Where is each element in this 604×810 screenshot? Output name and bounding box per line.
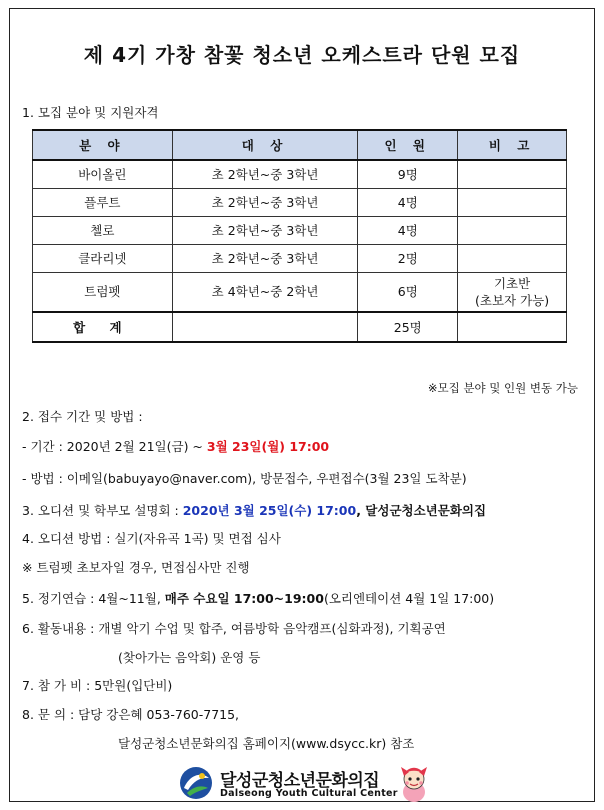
section-2-heading: 2. 접수 기간 및 방법 : [22,409,143,424]
poster-frame [9,8,595,802]
cell-count: 4명 [358,216,458,244]
cell-note [458,160,567,188]
cell-note [458,244,567,272]
logo-name-en: Dalseong Youth Cultural Center [220,788,398,799]
method-line: - 방법 : 이메일(babuyayo@naver.com), 방문접수, 우편접수(3월 23일 도착분) [22,471,467,486]
section-6-line-2: (찾아가는 음악회) 운영 등 [118,650,261,665]
period-prefix: - 기간 : 2020년 2월 21일(금) ~ [22,439,207,454]
table-row [33,160,567,188]
section-5-prefix: 5. 정기연습 : 4월~11월, [22,591,165,606]
cell-count: 9명 [358,160,458,188]
cell-field: 플루트 [33,188,173,216]
cell-note [458,216,567,244]
section-5-bold: 매주 수요일 17:00~19:00 [164,591,324,606]
table-footnote: ※모집 분야 및 인원 변동 가능 [427,381,578,395]
section-4-note: ※ 트럼펫 초보자일 경우, 면접심사만 진행 [22,560,250,575]
section-6-line-1: 6. 활동내용 : 개별 악기 수업 및 합주, 여름방학 음악캠프(심화과정), 기획공연 [22,621,446,636]
cell-target: 초 2학년~중 3학년 [172,188,358,216]
cell-target: 초 2학년~중 3학년 [172,216,358,244]
section-3-date: 2020년 3월 25일(수) 17:00 [182,503,357,518]
header-target: 대 상 [172,130,358,160]
cell-target: 초 4학년~중 2학년 [172,272,358,312]
table-row [33,216,567,244]
section-7-line: 7. 참 가 비 : 5만원(입단비) [22,678,173,693]
section-4-line: 4. 오디션 방법 : 실기(자유곡 1곡) 및 면접 심사 [22,531,281,546]
section-3-prefix: 3. 오디션 및 학부모 설명회 : [22,503,183,518]
section-5-suffix: (오리엔테이션 4월 1일 17:00) [323,591,495,606]
cell-count: 6명 [358,272,458,312]
cell-count: 2명 [358,244,458,272]
cell-target: 초 2학년~중 3학년 [172,244,358,272]
cell-field: 바이올린 [33,160,173,188]
section-3-line [22,501,486,519]
total-label: 합 계 [33,312,173,342]
period-line [22,437,329,455]
cell-count: 4명 [358,188,458,216]
table-total-row [33,312,567,342]
total-target [172,312,358,342]
header-note: 비 고 [458,130,567,160]
recruit-table [32,129,567,343]
table-row [33,188,567,216]
cell-target: 초 2학년~중 3학년 [172,160,358,188]
section-8-line-1: 8. 문 의 : 담당 강은혜 053-760-7715, [22,707,240,722]
section-1-heading: 1. 모집 분야 및 지원자격 [22,105,159,120]
table-header-row [33,130,567,160]
header-field: 분 야 [33,130,173,160]
note-line-1: 기초반 [493,275,531,291]
total-count: 25명 [358,312,458,342]
section-8-line-2: 달성군청소년문화의집 홈페이지(www.dsycc.kr) 참조 [118,736,415,751]
table-row [33,272,567,312]
section-3-place: , 달성군청소년문화의집 [356,503,487,518]
total-note [458,312,567,342]
logo-mark-icon [178,766,214,800]
cell-note [458,272,567,312]
period-end: 3월 23일(월) 17:00 [206,439,330,454]
cell-field: 트럼펫 [33,272,173,312]
logo-name-ko: 달성군청소년문화의집 [220,771,380,791]
header-count: 인 원 [358,130,458,160]
center-logo [178,764,428,804]
cell-note [458,188,567,216]
note-line-2: (초보자 가능) [475,292,550,308]
cell-field: 클라리넷 [33,244,173,272]
section-5-line [22,589,494,607]
cell-field: 첼로 [33,216,173,244]
page-title: 제 4기 가창 참꽃 청소년 오케스트라 단원 모집 [83,43,521,67]
mascot-icon [396,764,432,804]
table-row [33,244,567,272]
